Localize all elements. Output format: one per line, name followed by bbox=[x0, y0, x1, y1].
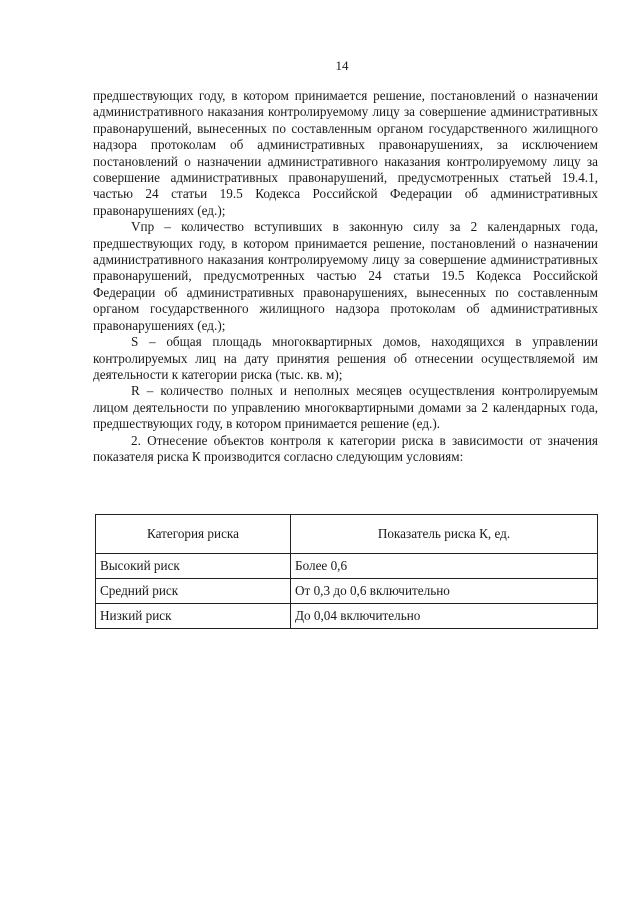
table-cell-category: Низкий риск bbox=[96, 604, 291, 629]
table-cell-indicator: Более 0,6 bbox=[291, 554, 598, 579]
table-cell-indicator: От 0,3 до 0,6 включительно bbox=[291, 579, 598, 604]
risk-category-table bbox=[95, 514, 598, 629]
paragraph-r-definition: R – количество полных и неполных месяцев осуществления контролируемым лицом деятельности по управлению многоквартирными домами за 2 календарных года, предшествующих году, в котором принимается решение (ед.). bbox=[93, 383, 598, 432]
table-cell-category: Средний риск bbox=[96, 579, 291, 604]
paragraph-risk-assignment: 2. Отнесение объектов контроля к категории риска в зависимости от значения показателя риска К производится согласно следующим условиям: bbox=[93, 432, 598, 464]
table-row bbox=[96, 579, 598, 604]
table-row bbox=[96, 604, 598, 629]
table-header-category: Категория риска bbox=[96, 515, 291, 554]
page-number: 14 bbox=[335, 58, 349, 73]
table-cell-indicator: До 0,04 включительно bbox=[291, 604, 598, 629]
table-header-row bbox=[96, 515, 598, 554]
paragraph-continuation: предшествующих году, в котором принимается решение, постановлений о назначении административного наказания контролируемому лицу за совершение административных правонарушений, вынесенных по составленным органом государственного жилищного надзора протоколам об административных правонарушениях, за исключением постановлений о назначении административного наказания контролируемому лицу за совершение административных правонарушений, предусмотренных статьей 19.4.1, частью 24 статьи 19.5 Кодекса Российской Федерации об административных правонарушениях (ед.); bbox=[93, 88, 598, 218]
table-header-indicator: Показатель риска К, ед. bbox=[291, 515, 598, 554]
table-row bbox=[96, 554, 598, 579]
table-cell-category: Высокий риск bbox=[96, 554, 291, 579]
paragraph-s-definition: S – общая площадь многоквартирных домов, находящихся в управлении контролируемых лиц на дату принятия решения об отнесении осуществляемой им деятельности к категории риска (тыс. кв. м); bbox=[93, 334, 598, 382]
paragraph-vpr-definition: Vпр – количество вступивших в законную силу за 2 календарных года, предшествующих году, в котором принимается решение, постановлений о назначении административного наказания контролируемому лицу за совершение административных правонарушений, предусмотренных частью 24 статьи 19.5 Кодекса Российской Федерации об административных правонарушениях, вынесенных по составленным органом государственного жилищного надзора протоколам об административных правонарушениях (ед.); bbox=[93, 219, 598, 333]
document-body bbox=[93, 88, 598, 465]
